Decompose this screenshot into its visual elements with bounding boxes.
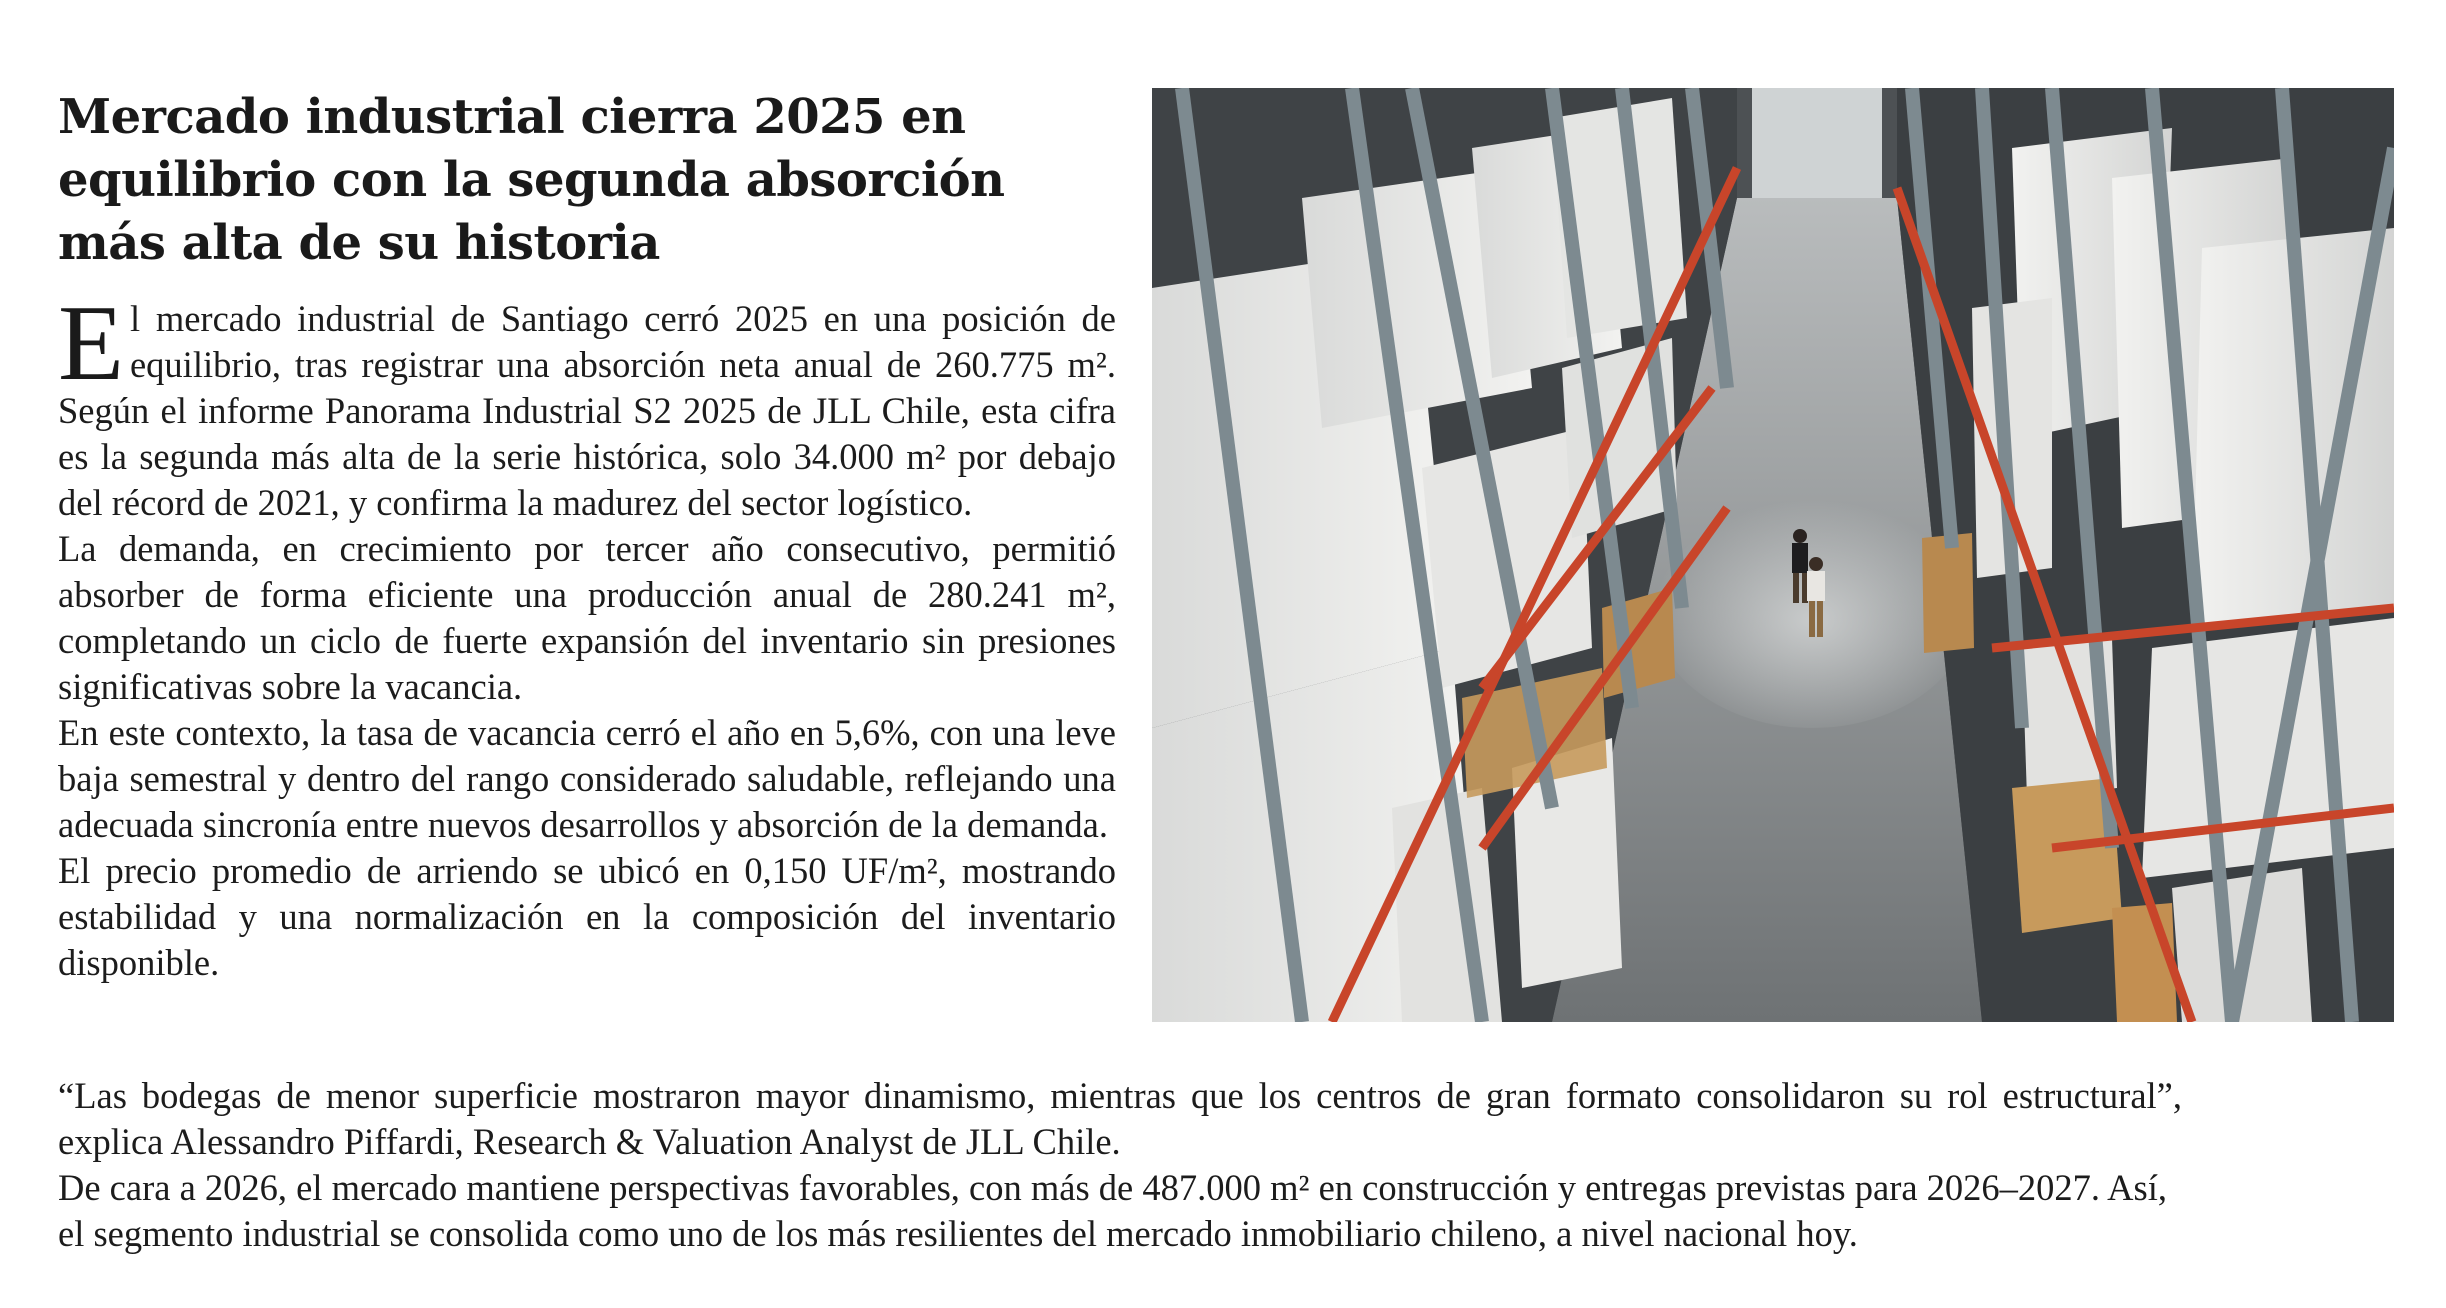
paragraph-4: El precio promedio de arriendo se ubicó en 0,150 UF/m², mostrando estabilidad y una normalización en la composición del inventario disponible. [58,850,1116,983]
warehouse-illustration [1152,88,2394,1022]
article-body-wide [58,1073,2182,1257]
paragraph-1-text: l mercado industrial de Santiago cerró 2025 en una posición de equilibrio, tras registrar una absorción neta anual de 260.775 m². Según el informe Panorama Industrial S2 2025 de JLL Chile, esta cifra es la segunda más alta de la serie histórica, solo 34.000 m² por debajo del récord de 2021, y confirma la madurez del sector logístico. [58,298,1116,523]
warehouse-photo [1152,88,2394,1022]
paragraph-6: De cara a 2026, el mercado mantiene perspectivas favorables, con más de 487.000 m² en construcción y entregas previstas para 2026–2027. Así, el segmento industrial se consolida como uno de los más resilientes del mercado inmobiliario chileno, a nivel nacional hoy. [58,1167,2167,1254]
paragraph-3: En este contexto, la tasa de vacancia cerró el año en 5,6%, con una leve baja semestral y dentro del rango considerado saludable, reflejando una adecuada sincronía entre nuevos desarrollos y absorción de la demanda. [58,712,1116,845]
article-body-column [58,284,1116,986]
paragraph-1 [58,284,1116,526]
article-headline: Mercado industrial cierra 2025 en equilibrio con la segunda absorción más alta de su historia [58,89,1005,271]
paragraph-2: La demanda, en crecimiento por tercer año consecutivo, permitió absorber de forma eficiente una producción anual de 280.241 m², completando un ciclo de fuerte expansión del inventario sin presiones significativas sobre la vacancia. [58,528,1116,707]
drop-cap: E [58,284,124,403]
paragraph-5: “Las bodegas de menor superficie mostraron mayor dinamismo, mientras que los centros de gran formato consolidaron su rol estructural”, explica Alessandro Piffardi, Research & Valuation Analyst de JLL Chile. [58,1075,2182,1162]
